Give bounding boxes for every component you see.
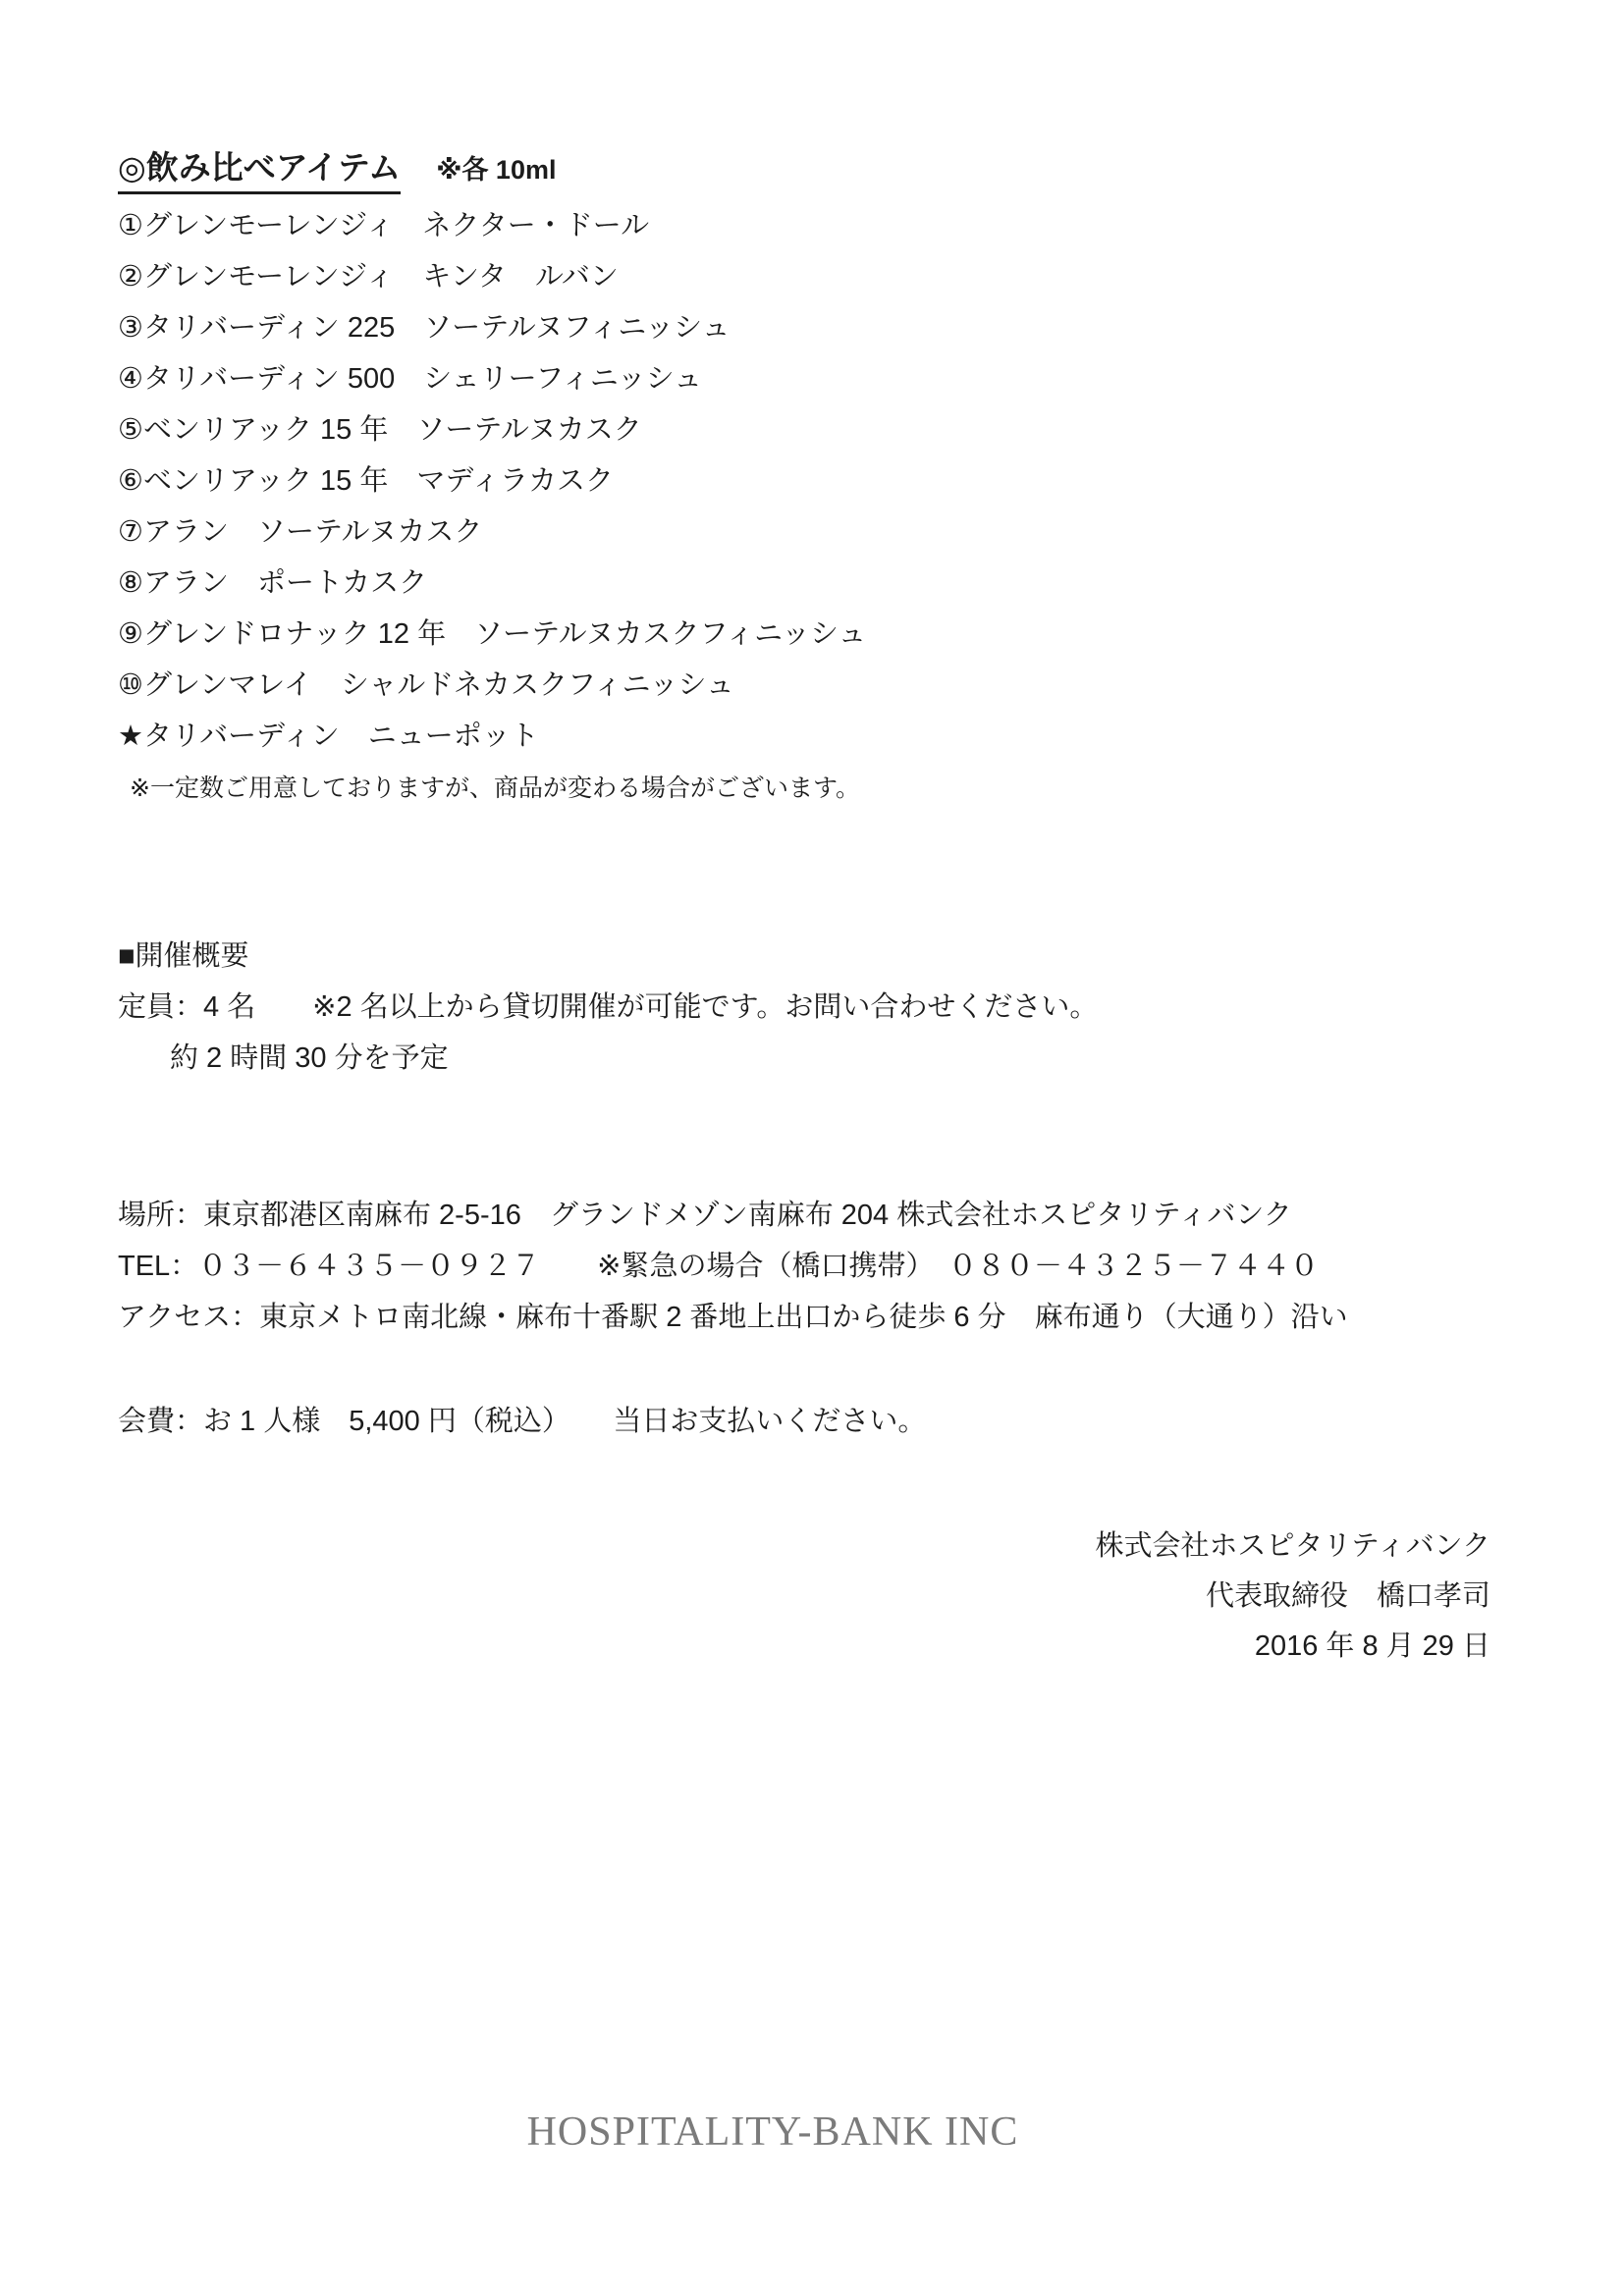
signature-block: [118, 1522, 1492, 1672]
tasting-item-7: ⑦アラン ソーテルヌカスク: [118, 516, 483, 548]
tasting-item-3: ③タリバーディン 225 ソーテルヌフィニッシュ: [118, 312, 731, 344]
tasting-disclaimer-note: ※一定数ご用意しておりますが、商品が変わる場合がございます。: [130, 774, 860, 802]
overview-capacity: 定員：4 名 ※2 名以上から貸切開催が可能です。お問い合わせください。: [118, 991, 1099, 1023]
tasting-item-2: ②グレンモーレンジィ キンタ ルバン: [118, 261, 619, 293]
tasting-item-list: [118, 200, 1492, 762]
document-content: [118, 142, 1492, 1672]
tasting-item-1: ①グレンモーレンジィ ネクター・ドール: [118, 210, 650, 241]
tasting-item-6: ⑥ベンリアック 15 年 マディラカスク: [118, 465, 615, 497]
overview-telephone: TEL：０３－６４３５－０９２７ ※緊急の場合（橋口携帯） ０８０－４３２５－７４４０: [118, 1251, 1319, 1282]
tasting-item-10: ⑩グレンマレイ シャルドネカスクフィニッシュ: [118, 669, 734, 701]
overview-fee: 会費：お 1 人様 5,400 円（税込） 当日お支払いください。: [118, 1406, 927, 1437]
tasting-item-8: ⑧アラン ポートカスク: [118, 567, 428, 599]
event-overview-section: [118, 931, 1492, 1447]
company-logo-text: HOSPITALITY-BANK INC: [526, 2109, 1019, 2155]
tasting-item-9: ⑨グレンドロナック 12 年 ソーテルヌカスクフィニッシュ: [118, 618, 867, 650]
tasting-items-section: [118, 142, 1492, 811]
overview-duration: 約 2 時間 30 分を予定: [170, 1042, 449, 1074]
overview-heading: ■開催概要: [118, 940, 249, 972]
overview-location: 場所：東京都港区南麻布 2-5-16 グランドメゾン南麻布 204 株式会社ホスピタリティバンク: [118, 1200, 1292, 1231]
tasting-section-title: ◎飲み比べアイテム: [118, 142, 401, 194]
overview-access: アクセス：東京メトロ南北線・麻布十番駅 2 番地上出口から徒歩 6 分 麻布通り（大通り）沿い: [118, 1302, 1348, 1333]
tasting-title-line: [118, 142, 1492, 194]
tasting-item-star: ★タリバーディン ニューポット: [118, 721, 539, 752]
tasting-volume-note: ※各 10ml: [436, 155, 557, 185]
signature-representative: 代表取締役 橋口孝司: [1205, 1580, 1490, 1612]
tasting-item-5: ⑤ベンリアック 15 年 ソーテルヌカスク: [118, 414, 642, 446]
signature-company-name: 株式会社ホスピタリティバンク: [1095, 1530, 1490, 1562]
tasting-item-4: ④タリバーディン 500 シェリーフィニッシュ: [118, 363, 703, 395]
signature-date: 2016 年 8 月 29 日: [1254, 1630, 1490, 1662]
